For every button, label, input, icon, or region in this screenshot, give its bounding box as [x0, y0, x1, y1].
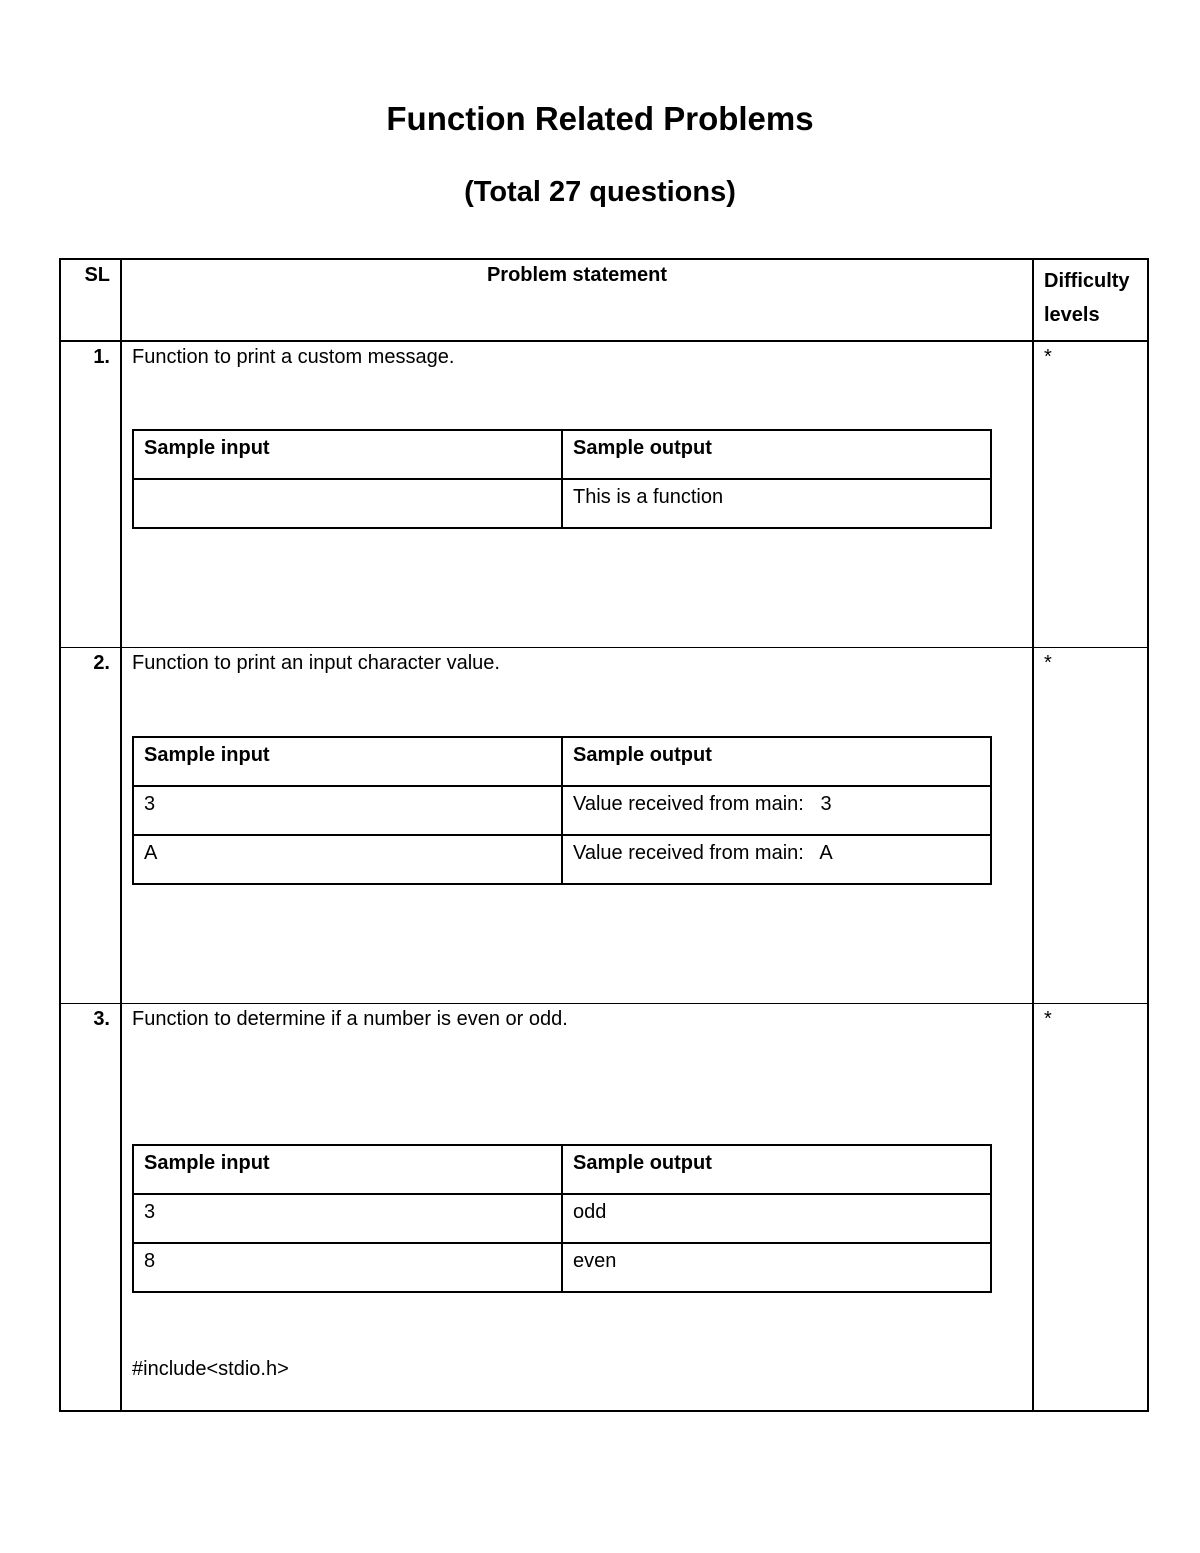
sample-input-cell: A	[133, 835, 562, 884]
sample-input-cell	[133, 479, 562, 528]
sample-table	[132, 736, 992, 885]
sample-output-header: Sample output	[562, 430, 991, 479]
header-sl: SL	[60, 259, 121, 341]
sample-input-header: Sample input	[133, 1145, 562, 1194]
problem-difficulty: *	[1033, 341, 1148, 647]
document-subtitle: (Total 27 questions)	[464, 176, 736, 208]
problem-statement-cell	[121, 1003, 1033, 1411]
problem-difficulty: *	[1033, 647, 1148, 1003]
sample-input-header: Sample input	[133, 430, 562, 479]
document-title: Function Related Problems	[386, 100, 814, 137]
problem-sl: 2.	[60, 647, 121, 1003]
header-difficulty-line1: Difficulty	[1044, 270, 1130, 292]
sample-input-header: Sample input	[133, 737, 562, 786]
sample-output-cell: Value received from main: A	[562, 835, 991, 884]
header-row	[60, 259, 1148, 341]
problem-statement-cell	[121, 341, 1033, 647]
sample-output-header: Sample output	[562, 1145, 991, 1194]
problems-table	[59, 258, 1149, 1412]
header-difficulty	[1033, 259, 1148, 341]
problem-statement: Function to print a custom message.	[132, 346, 455, 368]
problem-row	[60, 1003, 1148, 1411]
sample-table	[132, 429, 992, 529]
problem-statement: Function to determine if a number is even or odd.	[132, 1007, 568, 1030]
sample-input-cell: 3	[133, 1194, 562, 1243]
problem-statement: Function to print an input character value.	[132, 651, 500, 674]
problem-statement-cell	[121, 647, 1033, 1003]
code-snippet: #include<stdio.h>	[132, 1357, 289, 1380]
problem-sl: 1.	[60, 341, 121, 647]
sample-output-cell: odd	[562, 1194, 991, 1243]
sample-output-header: Sample output	[562, 737, 991, 786]
sample-table	[132, 1144, 992, 1293]
sample-input-cell: 3	[133, 786, 562, 835]
problem-row	[60, 647, 1148, 1003]
sample-input-cell: 8	[133, 1243, 562, 1292]
sample-output-cell: Value received from main: 3	[562, 786, 991, 835]
header-statement: Problem statement	[121, 259, 1033, 341]
sample-output-cell: even	[562, 1243, 991, 1292]
problem-sl: 3.	[60, 1003, 121, 1411]
header-difficulty-line2: levels	[1044, 304, 1100, 326]
problem-difficulty: *	[1033, 1003, 1148, 1411]
sample-output-cell: This is a function	[562, 479, 991, 528]
problem-row	[60, 341, 1148, 647]
